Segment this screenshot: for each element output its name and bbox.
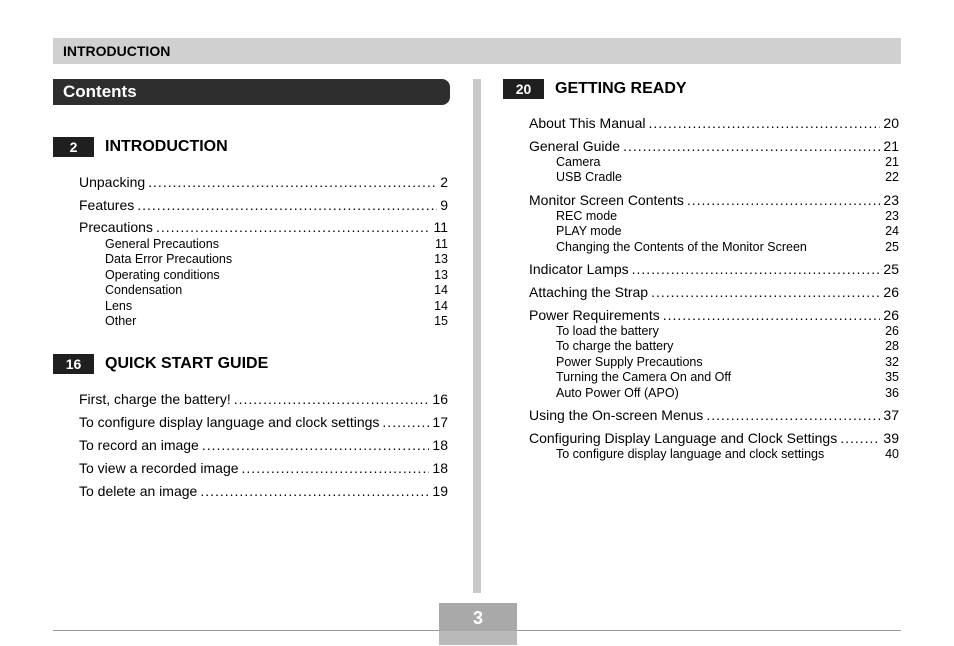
toc-entry[interactable] xyxy=(79,414,448,432)
entry-page: 26 xyxy=(883,307,899,323)
subentry-label: Turning the Camera On and Off xyxy=(556,370,732,384)
entry-label: Indicator Lamps xyxy=(529,261,629,277)
toc-entry[interactable] xyxy=(529,138,899,156)
subentry-page: 28 xyxy=(885,339,899,353)
page-number-tab xyxy=(439,603,517,645)
leader-dots xyxy=(202,437,430,453)
subentry-label: USB Cradle xyxy=(556,170,622,184)
leader-dots xyxy=(156,219,431,235)
subentry-label: General Precautions xyxy=(105,237,219,251)
entry-label: Using the On-screen Menus xyxy=(529,407,704,423)
subentry-page: 23 xyxy=(885,209,899,223)
toc-subentry[interactable] xyxy=(556,370,899,385)
running-header xyxy=(53,38,901,64)
entry-label: To view a recorded image xyxy=(79,460,239,476)
leader-dots xyxy=(663,307,881,323)
entry-label: Unpacking xyxy=(79,174,146,190)
toc-entry[interactable] xyxy=(529,307,899,325)
leader-dots xyxy=(200,483,429,499)
leader-dots xyxy=(632,261,881,277)
subentry-label: To load the battery xyxy=(556,324,659,338)
toc-entry-features[interactable] xyxy=(79,197,448,215)
leader-dots xyxy=(687,192,881,208)
subentry-page: 15 xyxy=(434,314,448,328)
subentry-page: 36 xyxy=(885,386,899,400)
subentry-label: To configure display language and clock settings xyxy=(556,447,825,461)
subentry-label: Data Error Precautions xyxy=(105,252,233,266)
section-title: INTRODUCTION xyxy=(105,138,228,155)
section-quick-start xyxy=(53,354,450,374)
section-number: 16 xyxy=(53,354,94,374)
entry-label: Configuring Display Language and Clock Settings xyxy=(529,430,838,446)
toc-entry[interactable] xyxy=(529,261,899,279)
leader-dots xyxy=(623,138,880,154)
toc-subentry[interactable] xyxy=(105,252,448,267)
subentry-page: 11 xyxy=(435,237,448,251)
subentry-page: 14 xyxy=(434,299,448,313)
entry-page: 37 xyxy=(883,407,899,423)
entry-page: 20 xyxy=(883,115,899,131)
contents-heading xyxy=(53,79,450,105)
subentry-page: 13 xyxy=(434,252,448,266)
subentry-label: REC mode xyxy=(556,209,618,223)
entry-page: 23 xyxy=(883,192,899,208)
entry-page: 19 xyxy=(432,483,448,499)
entry-page: 17 xyxy=(432,414,448,430)
leader-dots xyxy=(234,391,430,407)
subentry-page: 40 xyxy=(885,447,899,461)
entry-label: About This Manual xyxy=(529,115,646,131)
toc-subentry[interactable] xyxy=(105,268,448,283)
subentry-page: 22 xyxy=(885,170,899,184)
entry-page: 25 xyxy=(883,261,899,277)
toc-subentry[interactable] xyxy=(556,209,899,224)
entry-label: Power Requirements xyxy=(529,307,660,323)
leader-dots xyxy=(840,430,880,446)
leader-dots xyxy=(651,284,880,300)
section-title: GETTING READY xyxy=(555,80,687,97)
leader-dots xyxy=(706,407,880,423)
entry-page: 2 xyxy=(440,174,448,190)
toc-entry[interactable] xyxy=(529,115,899,133)
subentry-page: 26 xyxy=(885,324,899,338)
toc-entry[interactable] xyxy=(79,483,448,501)
toc-entry-unpacking[interactable] xyxy=(79,174,448,192)
subentry-label: Power Supply Precautions xyxy=(556,355,703,369)
toc-subentry[interactable] xyxy=(105,283,448,298)
toc-subentry[interactable] xyxy=(556,339,899,354)
subentry-page: 24 xyxy=(885,224,899,238)
subentry-page: 25 xyxy=(885,240,899,254)
subentry-page: 21 xyxy=(885,155,899,169)
entry-page: 21 xyxy=(883,138,899,154)
subentry-label: Lens xyxy=(105,299,133,313)
section-introduction xyxy=(53,137,450,157)
entry-label: To configure display language and clock settings xyxy=(79,414,380,430)
entry-label: General Guide xyxy=(529,138,621,154)
toc-subentry[interactable] xyxy=(556,447,899,462)
toc-subentry[interactable] xyxy=(556,386,899,401)
page-number: 3 xyxy=(439,603,517,631)
subentry-page: 14 xyxy=(434,283,448,297)
toc-entry[interactable] xyxy=(79,391,448,409)
contents-title: Contents xyxy=(63,82,137,101)
entry-label: To record an image xyxy=(79,437,199,453)
subentry-page: 32 xyxy=(885,355,899,369)
toc-subentry[interactable] xyxy=(556,355,899,370)
subentry-label: Camera xyxy=(556,155,601,169)
toc-subentry[interactable] xyxy=(105,314,448,329)
column-divider xyxy=(473,79,481,593)
section-title: QUICK START GUIDE xyxy=(105,355,269,372)
subentry-page: 35 xyxy=(885,370,899,384)
section-getting-ready xyxy=(503,79,901,99)
subentry-label: Other xyxy=(105,314,137,328)
subentry-label: PLAY mode xyxy=(556,224,622,238)
toc-subentry[interactable] xyxy=(556,170,899,185)
entry-page: 16 xyxy=(432,391,448,407)
section-number: 20 xyxy=(503,79,544,99)
toc-entry[interactable] xyxy=(529,407,899,425)
entry-label: First, charge the battery! xyxy=(79,391,231,407)
leader-dots xyxy=(648,115,880,131)
entry-page: 26 xyxy=(883,284,899,300)
subentry-label: Operating conditions xyxy=(105,268,220,282)
subentry-label: To charge the battery xyxy=(556,339,674,353)
toc-entry[interactable] xyxy=(529,284,899,302)
subentry-page: 13 xyxy=(434,268,448,282)
leader-dots xyxy=(382,414,429,430)
entry-label: Attaching the Strap xyxy=(529,284,649,300)
leader-dots xyxy=(137,197,437,213)
running-header-title: INTRODUCTION xyxy=(63,43,171,59)
toc-entry[interactable] xyxy=(529,192,899,210)
leader-dots xyxy=(242,460,430,476)
entry-label: Precautions xyxy=(79,219,153,235)
entry-label: Features xyxy=(79,197,135,213)
toc-subentry[interactable] xyxy=(556,155,899,170)
toc-subentry[interactable] xyxy=(556,240,899,255)
entry-page: 11 xyxy=(433,219,448,235)
section-number: 2 xyxy=(53,137,94,157)
toc-entry[interactable] xyxy=(79,460,448,478)
toc-subentry[interactable] xyxy=(556,224,899,239)
subentry-label: Changing the Contents of the Monitor Screen xyxy=(556,240,807,254)
entry-page: 18 xyxy=(432,437,448,453)
toc-entry[interactable] xyxy=(79,437,448,455)
toc-subentry[interactable] xyxy=(556,324,899,339)
entry-label: To delete an image xyxy=(79,483,198,499)
entry-label: Monitor Screen Contents xyxy=(529,192,684,208)
toc-entry-precautions[interactable] xyxy=(79,219,448,237)
subentry-label: Auto Power Off (APO) xyxy=(556,386,679,400)
entry-page: 9 xyxy=(440,197,448,213)
entry-page: 39 xyxy=(883,430,899,446)
toc-subentry[interactable] xyxy=(105,237,448,252)
toc-entry[interactable] xyxy=(529,430,899,448)
entry-page: 18 xyxy=(432,460,448,476)
subentry-label: Condensation xyxy=(105,283,183,297)
toc-subentry[interactable] xyxy=(105,299,448,314)
leader-dots xyxy=(148,174,437,190)
